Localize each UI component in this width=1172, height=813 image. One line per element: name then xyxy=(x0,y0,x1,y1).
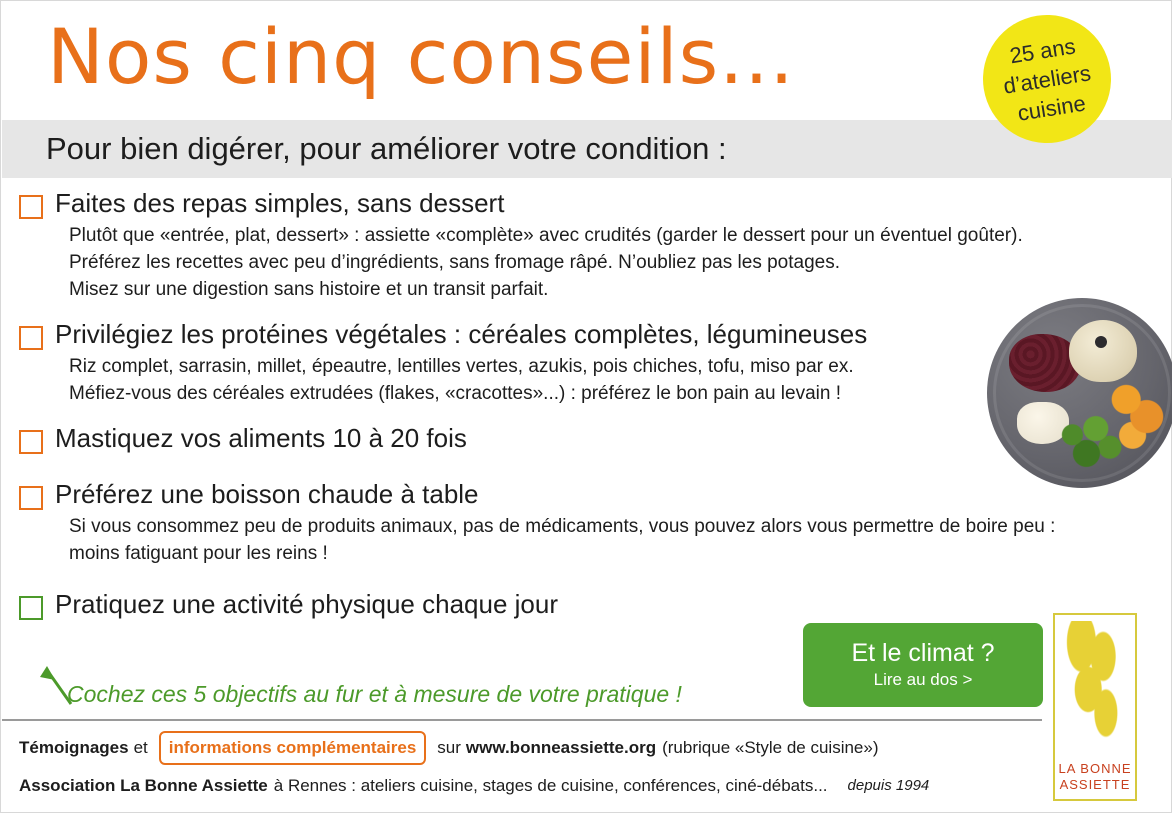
plate-photo xyxy=(987,298,1172,488)
climate-button-sublabel: Lire au dos > xyxy=(873,670,973,689)
advice-title-2: Privilégiez les protéines végétales : céréales complètes, légumineuses xyxy=(55,319,868,349)
advice-line: Si vous consommez peu de produits animaux, pas de médicaments, vous pouvez alors vous permettre de boire peu : xyxy=(69,516,1056,537)
subtitle-text: Pour bien digérer, pour améliorer votre condition : xyxy=(46,131,727,166)
footer-info-link[interactable]: informations complémentaires xyxy=(159,731,427,765)
advice-title-4: Préférez une boisson chaude à table xyxy=(55,479,479,509)
footer-row-2 xyxy=(19,773,1039,799)
badge-line-3: cuisine xyxy=(1015,89,1088,126)
footer-association-name: Association La Bonne Assiette xyxy=(19,776,268,795)
advice-checkbox-5[interactable] xyxy=(19,596,43,620)
advice-line: Méfiez-vous des céréales extrudées (flakes, «cracottes»...) : préférez le bon pain au levain ! xyxy=(69,383,842,404)
advice-header-1 xyxy=(19,186,1172,220)
advice-item-4 xyxy=(1,477,1172,567)
green-salad xyxy=(1049,410,1127,472)
badge-line-1: 25 ans xyxy=(1007,32,1078,68)
logo-line-1: LA BONNE xyxy=(1058,761,1132,776)
advice-line: Riz complet, sarrasin, millet, épeautre, lentilles vertes, azukis, pois chiches, tofu, miso par ex. xyxy=(69,356,854,377)
advice-checkbox-4[interactable] xyxy=(19,486,43,510)
advice-body-1 xyxy=(69,222,1172,303)
advice-checkbox-2[interactable] xyxy=(19,326,43,350)
footer-since: depuis 1994 xyxy=(847,777,930,794)
note-text: Cochez ces 5 objectifs au fur et à mesure de votre pratique ! xyxy=(67,681,682,707)
footer-on: sur xyxy=(437,738,461,757)
advice-item-5 xyxy=(1,587,1172,621)
advice-header-5 xyxy=(19,587,1172,621)
logo-line-2: ASSIETTE xyxy=(1059,777,1131,792)
flower-illustration-icon xyxy=(1061,621,1129,739)
advice-header-4 xyxy=(19,477,1172,511)
advice-line: Préférez les recettes avec peu d’ingrédients, sans fromage râpé. N’oubliez pas les potages. xyxy=(69,252,840,273)
advice-title-1: Faites des repas simples, sans dessert xyxy=(55,188,505,218)
advice-line: moins fatiguant pour les reins ! xyxy=(69,543,328,564)
olive-garnish xyxy=(1095,336,1107,348)
footer-row-1 xyxy=(19,731,1039,765)
climate-button-label: Et le climat ? xyxy=(851,639,995,667)
advice-checkbox-3[interactable] xyxy=(19,430,43,454)
rice-ball xyxy=(1069,320,1137,382)
advice-body-4 xyxy=(69,513,1172,567)
footer-section-note: (rubrique «Style de cuisine») xyxy=(662,738,879,757)
advice-line: Misez sur une digestion sans histoire et un transit parfait. xyxy=(69,279,549,300)
footer-and: et xyxy=(133,738,148,757)
advice-title-3: Mastiquez vos aliments 10 à 20 fois xyxy=(55,423,467,453)
footer-testimonials-label: Témoignages xyxy=(19,738,129,757)
page-title: Nos cinq conseils... xyxy=(47,12,795,101)
advice-checkbox-1[interactable] xyxy=(19,195,43,219)
association-logo xyxy=(1053,613,1137,801)
advice-title-5: Pratiquez une activité physique chaque jour xyxy=(55,589,558,619)
note-block xyxy=(19,656,819,716)
climate-button[interactable] xyxy=(803,623,1043,707)
advice-item-1 xyxy=(1,186,1172,303)
footer-divider xyxy=(2,719,1042,721)
subtitle-band xyxy=(2,120,1172,178)
footer-website-link[interactable]: www.bonneassiette.org xyxy=(465,738,657,757)
badge-line-2: d’ateliers xyxy=(1001,59,1093,99)
footer-association-details: à Rennes : ateliers cuisine, stages de cuisine, conférences, ciné-débats... xyxy=(273,776,828,795)
footer xyxy=(19,731,1039,807)
advice-line: Plutôt que «entrée, plat, dessert» : assiette «complète» avec crudités (garder le dessert pour un éventuel goûter). xyxy=(69,225,1023,246)
header xyxy=(1,1,1171,126)
